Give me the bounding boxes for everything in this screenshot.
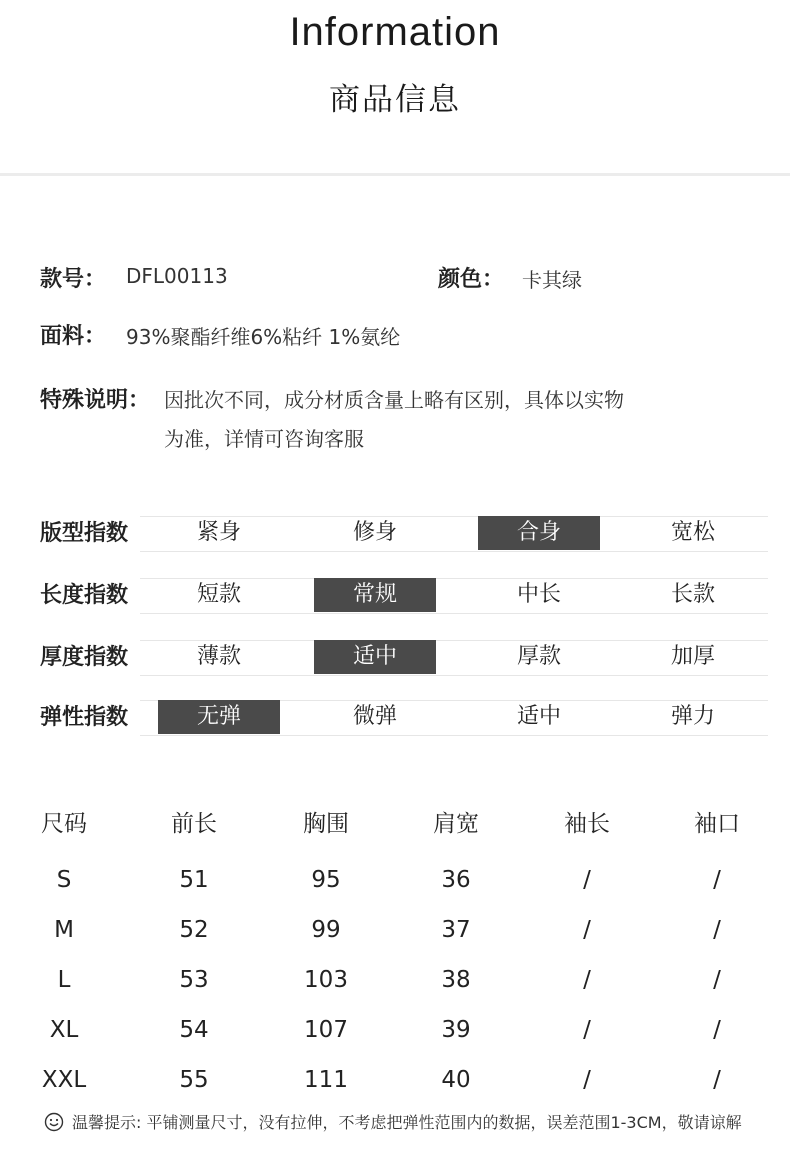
index-option: 加厚 <box>670 644 715 669</box>
title-english: Information <box>289 10 501 54</box>
style-no-value: DFL00113 <box>126 264 228 288</box>
index-option-selected: 适中 <box>314 640 436 674</box>
size-cell: / <box>583 867 591 893</box>
size-cell: 39 <box>441 1017 471 1043</box>
style-no-label: 款号： <box>40 267 107 292</box>
size-cell: 36 <box>441 867 471 893</box>
size-header-cell: 袖长 <box>564 811 610 837</box>
size-cell: 111 <box>304 1067 348 1093</box>
index-option: 薄款 <box>196 644 241 669</box>
index-option: 弹力 <box>670 704 715 729</box>
note-line-2: 为准，详情可咨询客服 <box>164 427 364 451</box>
size-cell: 55 <box>179 1067 209 1093</box>
color-value: 卡其绿 <box>522 268 582 292</box>
index-option: 修身 <box>352 520 397 545</box>
index-option: 适中 <box>516 704 561 729</box>
index-row <box>40 640 768 676</box>
footer-text: 温馨提示: 平铺测量尺寸，没有拉伸，不考虑把弹性范围内的数据，误差范围1-3CM，敬请谅解 <box>72 1113 742 1132</box>
note-label: 特殊说明： <box>40 388 151 413</box>
size-cell: 52 <box>179 917 209 943</box>
size-header-cell: 前长 <box>171 811 217 837</box>
size-cell: / <box>713 867 721 893</box>
index-row-bottom-line <box>140 735 768 736</box>
size-cell: 51 <box>179 867 209 893</box>
size-cell: L <box>57 967 71 993</box>
size-cell: 54 <box>179 1017 209 1043</box>
index-option: 微弹 <box>352 704 397 729</box>
index-option-selected: 常规 <box>314 578 436 612</box>
size-cell: / <box>713 967 721 993</box>
size-cell: / <box>583 967 591 993</box>
index-row <box>40 700 768 736</box>
size-cell: 107 <box>304 1017 348 1043</box>
index-option: 紧身 <box>196 520 241 545</box>
size-header-cell: 袖口 <box>694 811 740 837</box>
size-header-cell: 尺码 <box>41 811 87 837</box>
index-label: 弹性指数 <box>40 705 129 730</box>
size-cell: 103 <box>304 967 348 993</box>
header-divider <box>0 173 790 176</box>
index-row-bottom-line <box>140 551 768 552</box>
size-cell: / <box>583 917 591 943</box>
size-cell: / <box>583 1067 591 1093</box>
size-cell: / <box>713 1067 721 1093</box>
size-cell: / <box>583 1017 591 1043</box>
size-cell: 37 <box>441 917 471 943</box>
index-row <box>40 516 768 552</box>
index-option: 长款 <box>670 582 715 607</box>
size-header-cell: 肩宽 <box>433 811 479 837</box>
index-label: 版型指数 <box>40 521 129 546</box>
size-cell: 95 <box>311 867 341 893</box>
size-cell: / <box>713 917 721 943</box>
fabric-value: 93%聚酯纤维6%粘纤 1%氨纶 <box>126 325 401 349</box>
size-cell: 53 <box>179 967 209 993</box>
size-cell: XXL <box>41 1067 87 1093</box>
smile-icon <box>44 1112 64 1132</box>
index-label: 厚度指数 <box>40 645 129 670</box>
size-cell: XL <box>49 1017 79 1043</box>
size-cell: 40 <box>441 1067 471 1093</box>
size-cell: 99 <box>311 917 341 943</box>
note-line-1: 因批次不同，成分材质含量上略有区别，具体以实物 <box>164 388 624 412</box>
index-option: 短款 <box>196 582 241 607</box>
size-cell: / <box>713 1017 721 1043</box>
color-label: 颜色： <box>438 267 505 292</box>
index-option: 宽松 <box>670 520 715 545</box>
index-row-bottom-line <box>140 613 768 614</box>
index-option: 中长 <box>516 582 561 607</box>
index-option: 厚款 <box>516 644 561 669</box>
footer-note <box>44 1110 742 1133</box>
index-option-selected: 合身 <box>478 516 600 550</box>
index-label: 长度指数 <box>40 583 129 608</box>
title-chinese: 商品信息 <box>329 82 461 118</box>
size-cell: M <box>54 917 74 943</box>
index-row <box>40 578 768 614</box>
index-option-selected: 无弹 <box>158 700 280 734</box>
fabric-label: 面料： <box>40 324 107 349</box>
size-header-cell: 胸围 <box>303 811 349 837</box>
index-row-bottom-line <box>140 675 768 676</box>
size-cell: 38 <box>441 967 471 993</box>
size-cell: S <box>56 867 72 893</box>
